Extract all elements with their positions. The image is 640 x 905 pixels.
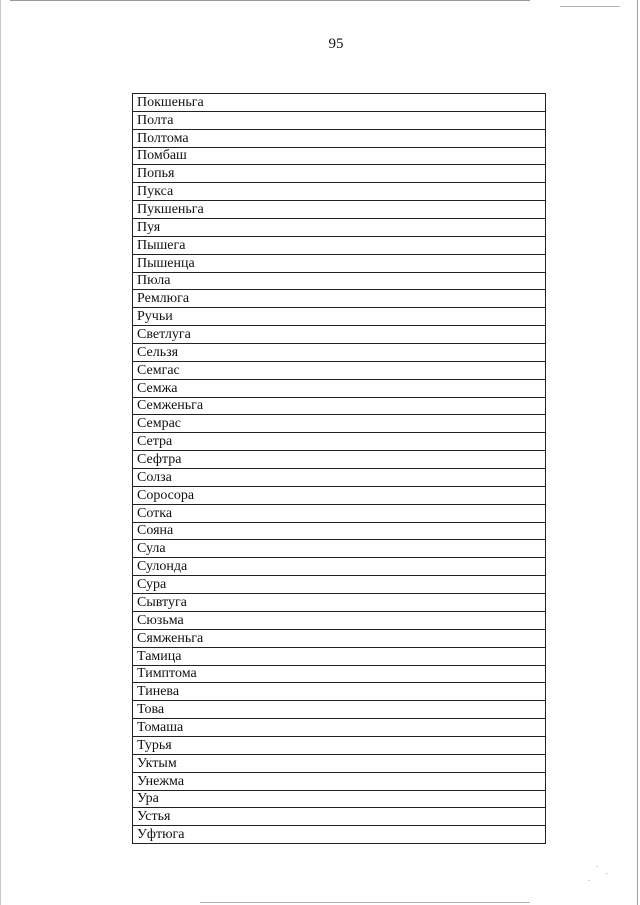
scan-speck <box>596 866 598 867</box>
table-cell-name: Сельзя <box>133 344 546 362</box>
table-cell-name: Пукшеньга <box>133 201 546 219</box>
table-row <box>133 433 546 451</box>
table-cell-name: Сывтуга <box>133 594 546 612</box>
table-row <box>133 201 546 219</box>
table-row <box>133 272 546 290</box>
table-row <box>133 594 546 612</box>
table-row <box>133 576 546 594</box>
table-row <box>133 147 546 165</box>
table-cell-name: Уктым <box>133 754 546 772</box>
table-cell-name: Помбаш <box>133 147 546 165</box>
table-cell-name: Сула <box>133 540 546 558</box>
table-cell-name: Пукса <box>133 183 546 201</box>
scan-border-bottom <box>200 902 530 903</box>
table-row <box>133 665 546 683</box>
table-cell-name: Попья <box>133 165 546 183</box>
table-row <box>133 790 546 808</box>
table-row <box>133 629 546 647</box>
table-row <box>133 308 546 326</box>
table-row <box>133 754 546 772</box>
table-cell-name: Сояна <box>133 522 546 540</box>
table-cell-name: Ремлюга <box>133 290 546 308</box>
table-cell-name: Семрас <box>133 415 546 433</box>
table-cell-name: Това <box>133 701 546 719</box>
table-cell-name: Соросора <box>133 486 546 504</box>
name-list-table <box>132 93 546 844</box>
table-row <box>133 469 546 487</box>
table-row <box>133 486 546 504</box>
table-row <box>133 415 546 433</box>
table-cell-name: Ручьи <box>133 308 546 326</box>
table-row <box>133 290 546 308</box>
table-row <box>133 361 546 379</box>
table-cell-name: Пуя <box>133 219 546 237</box>
table-row <box>133 254 546 272</box>
table-cell-name: Сямженьга <box>133 629 546 647</box>
table-row <box>133 344 546 362</box>
table-cell-name: Светлуга <box>133 326 546 344</box>
table-cell-name: Семжа <box>133 379 546 397</box>
table-row <box>133 397 546 415</box>
table-cell-name: Семженьга <box>133 397 546 415</box>
table-row <box>133 379 546 397</box>
table-row <box>133 808 546 826</box>
table-cell-name: Солза <box>133 469 546 487</box>
table-cell-name: Сефтра <box>133 451 546 469</box>
table-cell-name: Тимптома <box>133 665 546 683</box>
table-row <box>133 326 546 344</box>
table-cell-name: Сюзьма <box>133 611 546 629</box>
table-cell-name: Уфтюга <box>137 827 185 843</box>
scan-border-top-right <box>560 6 620 7</box>
table-row <box>133 451 546 469</box>
table-cell-name: Турья <box>133 736 546 754</box>
table-cell-name: Пышенца <box>133 254 546 272</box>
table-cell-name: Тамица <box>133 647 546 665</box>
table-row <box>133 736 546 754</box>
table-cell-name: Сотка <box>133 504 546 522</box>
page-number: 95 <box>328 36 344 52</box>
scan-speck <box>588 880 590 881</box>
table-cell-name: Тинева <box>133 683 546 701</box>
table-cell-name: Семгас <box>133 361 546 379</box>
table-row <box>133 94 546 112</box>
table-cell-name: Сетра <box>133 433 546 451</box>
table-cell-name: Томаша <box>133 719 546 737</box>
table-row <box>133 772 546 790</box>
table-row <box>133 504 546 522</box>
table-row <box>133 111 546 129</box>
table-cell-name: Устья <box>133 808 546 826</box>
table-row <box>133 611 546 629</box>
scan-border-right <box>637 0 638 905</box>
table-row <box>133 558 546 576</box>
table-row <box>133 683 546 701</box>
table-row <box>133 522 546 540</box>
table-row <box>133 540 546 558</box>
table-row <box>133 719 546 737</box>
table-row <box>133 219 546 237</box>
table-row <box>133 236 546 254</box>
table-row <box>133 647 546 665</box>
table-row <box>133 183 546 201</box>
table-cell-name: Ура <box>133 790 546 808</box>
scan-border-left <box>0 0 1 905</box>
table-row <box>133 701 546 719</box>
table-row <box>133 826 546 844</box>
name-list-body <box>133 94 546 844</box>
scan-speck <box>606 873 608 874</box>
table-cell-name: Пышега <box>133 236 546 254</box>
table-cell-name: Сулонда <box>133 558 546 576</box>
table-cell-name: Сура <box>133 576 546 594</box>
table-cell-name: Полтома <box>133 129 546 147</box>
table-row <box>133 129 546 147</box>
table-cell-name: Покшеньга <box>133 94 546 112</box>
table-cell-name: Пюла <box>133 272 546 290</box>
scan-border-top <box>10 0 530 1</box>
table-cell-name: Полта <box>133 111 546 129</box>
table-cell-name: Унежма <box>133 772 546 790</box>
table-row <box>133 165 546 183</box>
